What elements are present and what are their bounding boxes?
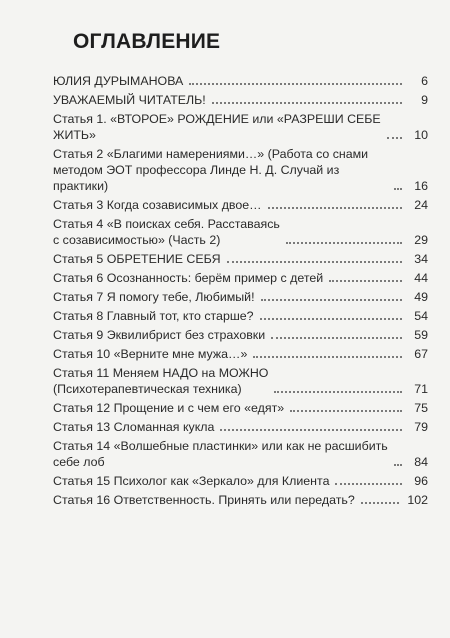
toc-page-number: 44 <box>414 271 428 285</box>
toc-entry[interactable] <box>53 216 428 248</box>
dot-leader <box>212 101 402 104</box>
toc-entry-title <box>53 289 255 305</box>
toc-page-number: 29 <box>414 233 428 247</box>
toc-entry-title <box>53 270 323 286</box>
dot-leader <box>335 482 402 485</box>
toc-entry-line: Статья 11 Меняем НАДО на МОЖНО <box>53 366 269 380</box>
toc-page-number: 84 <box>414 455 428 469</box>
dot-leader <box>271 336 402 339</box>
toc-entry-line: Статья 1. «ВТОРОЕ» РОЖДЕНИЕ или «РАЗРЕШИ СЕБЕ <box>53 112 381 126</box>
toc-page-number: 75 <box>414 401 428 415</box>
dot-leader <box>261 298 402 301</box>
toc-entry-title <box>53 438 388 470</box>
toc-page-number: 54 <box>414 309 428 323</box>
dot-leader <box>253 355 402 358</box>
toc-page-number: 67 <box>414 347 428 361</box>
dot-leader <box>268 206 402 209</box>
toc-entry[interactable] <box>53 327 428 343</box>
toc-entry-line: Статья 7 Я помогу тебе, Любимый! <box>53 290 255 304</box>
toc-entry-line: Статья 15 Психолог как «Зеркало» для Клиента <box>53 474 330 488</box>
toc-entry-line: Статья 12 Прощение и с чем его «едят» <box>53 401 285 415</box>
dot-leader <box>361 501 400 504</box>
toc-entry[interactable] <box>53 346 428 362</box>
toc-entry-title <box>53 216 280 248</box>
dot-leader <box>394 463 402 466</box>
dot-leader <box>274 390 402 393</box>
toc-entry-line: ЮЛИЯ ДУРЫМАНОВА <box>53 74 184 88</box>
dot-leader <box>394 187 402 190</box>
page-title: ОГЛАВЛЕНИЕ <box>73 30 221 53</box>
toc-entry[interactable] <box>53 438 428 470</box>
toc-entry[interactable] <box>53 111 428 143</box>
toc-entry[interactable] <box>53 400 428 416</box>
toc-entry-title <box>53 365 268 397</box>
toc-entry-line: Статья 3 Когда созависимых двое… <box>53 198 262 212</box>
toc-entry[interactable] <box>53 197 428 213</box>
toc-entry-title <box>53 346 247 362</box>
toc-entry-line: Статья 9 Эквилибрист без страховки <box>53 328 266 342</box>
toc-entry[interactable] <box>53 289 428 305</box>
toc-entry-title <box>53 473 329 489</box>
dot-leader <box>260 317 402 320</box>
dot-leader <box>329 279 402 282</box>
toc-entry-title <box>53 111 381 143</box>
toc-entry-line: методом ЭОТ профессора Линде Н. Д. Случай из практики) <box>53 163 340 193</box>
table-of-contents <box>53 73 428 508</box>
toc-page-number: 24 <box>414 198 428 212</box>
toc-entry-line: себе лоб <box>53 455 105 469</box>
toc-entry-title <box>53 251 221 267</box>
toc-entry-title <box>53 146 388 194</box>
toc-page-number: 9 <box>421 93 428 107</box>
toc-page-number: 49 <box>414 290 428 304</box>
toc-entry-line: (Психотерапевтическая техника) <box>53 382 242 396</box>
dot-leader <box>227 260 402 263</box>
toc-page-number: 102 <box>407 493 428 507</box>
toc-entry[interactable] <box>53 270 428 286</box>
toc-entry-title <box>53 492 355 508</box>
dot-leader <box>189 82 402 85</box>
dot-leader <box>286 241 402 244</box>
toc-entry-title <box>53 419 214 435</box>
toc-entry-title <box>53 197 262 213</box>
toc-entry-title <box>53 327 265 343</box>
toc-entry[interactable] <box>53 73 428 89</box>
toc-page-number: 16 <box>414 179 428 193</box>
toc-entry[interactable] <box>53 365 428 397</box>
toc-entry-line: Статья 16 Ответственность. Принять или передать? <box>53 493 355 507</box>
toc-entry-line: Статья 8 Главный тот, кто старше? <box>53 309 254 323</box>
toc-entry-line: Статья 14 «Волшебные пластинки» или как не расшибить <box>53 439 388 453</box>
toc-entry[interactable] <box>53 473 428 489</box>
toc-page-number: 71 <box>414 382 428 396</box>
toc-entry[interactable] <box>53 492 428 508</box>
toc-entry[interactable] <box>53 251 428 267</box>
toc-page-number: 34 <box>414 252 428 266</box>
toc-entry[interactable] <box>53 146 428 194</box>
toc-page-number: 59 <box>414 328 428 342</box>
toc-entry[interactable] <box>53 419 428 435</box>
toc-entry-line: Статья 13 Сломанная кукла <box>53 420 215 434</box>
toc-entry-line: Статья 6 Осознанность: берём пример с детей <box>53 271 324 285</box>
toc-page-number: 79 <box>414 420 428 434</box>
toc-entry-line: Статья 10 «Верните мне мужа…» <box>53 347 248 361</box>
toc-entry[interactable] <box>53 308 428 324</box>
toc-entry-title <box>53 400 284 416</box>
toc-entry-line: ЖИТЬ» <box>53 128 96 142</box>
toc-page-number: 6 <box>421 74 428 88</box>
toc-entry-line: Статья 2 «Благими намерениями…» (Работа со снами <box>53 147 369 161</box>
toc-entry[interactable] <box>53 92 428 108</box>
toc-entry-title <box>53 73 183 89</box>
toc-entry-line: Статья 5 ОБРЕТЕНИЕ СЕБЯ <box>53 252 221 266</box>
dot-leader <box>290 409 402 412</box>
toc-page-number: 10 <box>414 128 428 142</box>
toc-entry-line: с созависимостью» (Часть 2) <box>53 233 221 247</box>
toc-page-number: 96 <box>414 474 428 488</box>
toc-entry-line: УВАЖАЕМЫЙ ЧИТАТЕЛЬ! <box>53 93 206 107</box>
toc-entry-title <box>53 92 206 108</box>
toc-entry-line: Статья 4 «В поисках себя. Расставаясь <box>53 217 280 231</box>
toc-entry-title <box>53 308 254 324</box>
dot-leader <box>387 136 402 139</box>
dot-leader <box>220 428 402 431</box>
